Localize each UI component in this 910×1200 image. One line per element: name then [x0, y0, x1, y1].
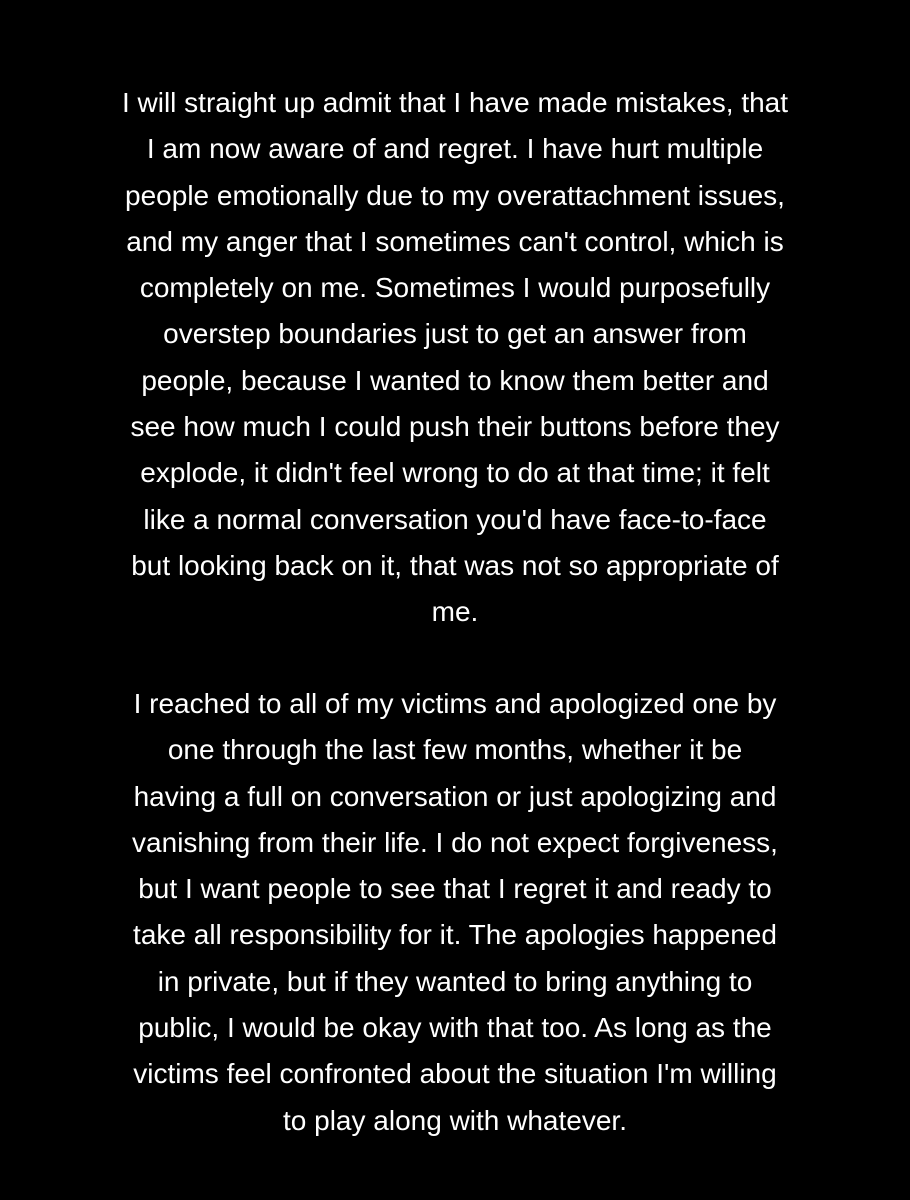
text-line: people emotionally due to my overattachment issues,: [125, 179, 785, 211]
text-line: having a full on conversation or just apologizing and: [133, 780, 777, 812]
text-line: people, because I wanted to know them better and: [141, 364, 769, 396]
statement-paragraph-2: [60, 681, 850, 1144]
text-line: and my anger that I sometimes can't control, which is: [126, 225, 784, 257]
statement-paragraph-1: [60, 80, 850, 636]
text-line: in private, but if they wanted to bring anything to: [157, 965, 753, 997]
text-line: take all responsibility for it. The apologies happened: [133, 919, 777, 951]
text-line: completely on me. Sometimes I would purposefully: [139, 272, 771, 304]
text-line: see how much I could push their buttons before they: [130, 411, 780, 443]
text-line: I reached to all of my victims and apologized one by: [133, 688, 777, 719]
text-line: me.: [431, 596, 479, 628]
text-line: but looking back on it, that was not so appropriate of: [131, 549, 779, 581]
text-line: explode, it didn't feel wrong to do at that time; it felt: [140, 457, 770, 489]
text-line: I am now aware of and regret. I have hurt multiple: [146, 133, 764, 165]
text-line: victims feel confronted about the situation I'm willing: [133, 1058, 777, 1090]
text-line: I will straight up admit that I have made mistakes, that: [121, 87, 789, 118]
text-line: public, I would be okay with that too. As long as the: [138, 1012, 772, 1044]
text-line: overstep boundaries just to get an answer from: [163, 318, 747, 350]
text-line: vanishing from their life. I do not expect forgiveness,: [132, 826, 778, 858]
text-line: like a normal conversation you'd have face-to-face: [143, 503, 767, 535]
text-line: to play along with whatever.: [283, 1104, 627, 1136]
text-line: but I want people to see that I regret it and ready to: [138, 873, 772, 905]
text-line: one through the last few months, whether it be: [167, 734, 743, 766]
